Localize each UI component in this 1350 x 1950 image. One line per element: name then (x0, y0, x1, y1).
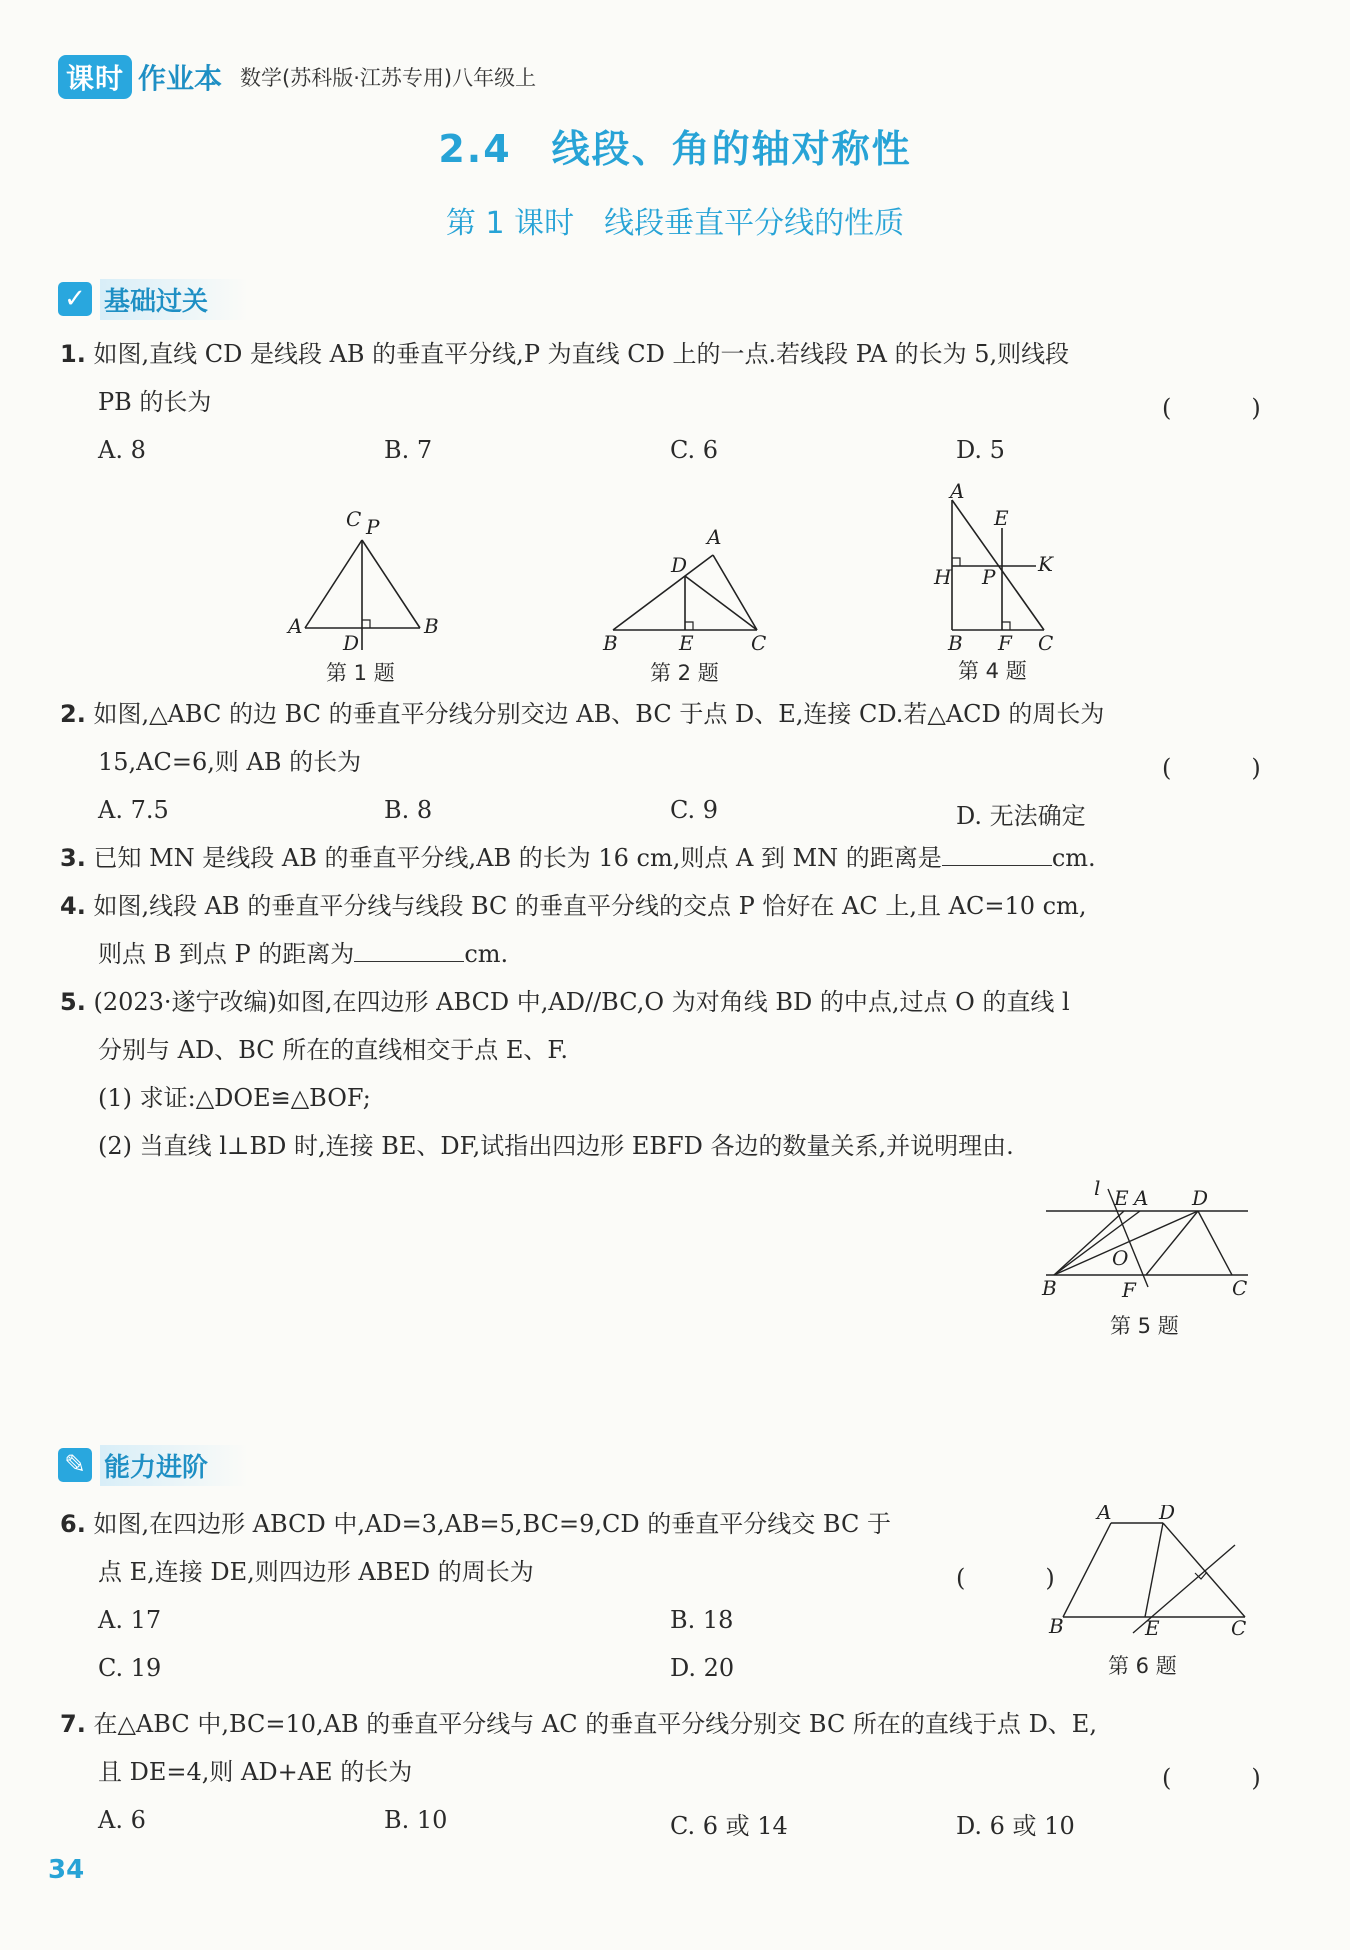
question-text: (2023·遂宁改编)如图,在四边形 ABCD 中,AD//BC,O 为对角线 BD 的中点,过点 O 的直线 l (93, 988, 1070, 1016)
figure-4 (930, 480, 1070, 655)
question-text: 则点 B 到点 P 的距离为 (98, 940, 355, 968)
checkbox-icon: ✓ (58, 282, 92, 316)
book-header (58, 55, 536, 99)
fig4-label-e: E (994, 506, 1009, 530)
fig6-label-a: A (1097, 1505, 1112, 1524)
pencil-icon: ✎ (58, 1448, 92, 1482)
figure-2 (595, 520, 775, 655)
fig5-label-c: C (1232, 1276, 1248, 1300)
question-5-part1: (1) 求证:△DOE≌△BOF; (98, 1084, 371, 1112)
answer-blank[interactable] (942, 843, 1052, 866)
question-unit: cm. (464, 940, 509, 968)
option-b: B. 7 (384, 436, 433, 464)
answer-paren: ( ) (1162, 1764, 1289, 1792)
question-7-line2: 且 DE=4,则 AD+AE 的长为 (98, 1758, 413, 1786)
option-c: C. 19 (98, 1654, 162, 1682)
fig1-label-b: B (424, 614, 439, 638)
question-6-line2: 点 E,连接 DE,则四边形 ABED 的周长为 (98, 1558, 534, 1586)
answer-paren: ( ) (1162, 754, 1289, 782)
fig1-label-a: A (288, 614, 303, 638)
fig4-label-h: H (934, 565, 952, 589)
option-b: B. 8 (384, 796, 433, 824)
option-a: A. 7.5 (98, 796, 169, 824)
section-tag-basic (58, 278, 248, 320)
question-1-line2: PB 的长为 (98, 388, 212, 416)
question-text: 在△ABC 中,BC=10,AB 的垂直平分线与 AC 的垂直平分线分别交 BC 所在的直线于点 D、E, (93, 1710, 1097, 1738)
book-logo-text: 作业本 (138, 62, 223, 95)
fig6-label-e: E (1145, 1616, 1160, 1640)
question-1 (60, 330, 1260, 378)
question-number: 4. (60, 892, 86, 920)
section-tag-label: 基础过关 (100, 279, 248, 320)
fig2-caption: 第 2 题 (650, 661, 719, 685)
fig4-label-k: K (1038, 552, 1053, 576)
question-number: 5. (60, 988, 86, 1016)
question-6 (60, 1500, 1060, 1548)
page-number: 34 (48, 1855, 85, 1885)
question-3 (60, 834, 1280, 882)
question-text: 如图,线段 AB 的垂直平分线与线段 BC 的垂直平分线的交点 P 恰好在 AC 上,且 AC=10 cm, (93, 892, 1087, 920)
question-2-line2: 15,AC=6,则 AB 的长为 (98, 748, 362, 776)
fig2-label-b: B (603, 631, 618, 655)
fig5-label-l: l (1094, 1176, 1101, 1200)
fig6-caption: 第 6 题 (1108, 1654, 1177, 1678)
option-a: A. 6 (98, 1806, 146, 1834)
fig6-label-c: C (1231, 1616, 1247, 1640)
fig1-caption: 第 1 题 (326, 661, 395, 685)
question-unit: cm. (1051, 844, 1096, 872)
fig5-label-o: O (1112, 1246, 1129, 1270)
fig4-label-c: C (1038, 631, 1054, 655)
question-text: 如图,在四边形 ABCD 中,AD=3,AB=5,BC=9,CD 的垂直平分线交 BC 于 (93, 1510, 891, 1538)
answer-paren: ( ) (1162, 394, 1289, 422)
option-d: D. 20 (670, 1654, 735, 1682)
option-a: A. 17 (98, 1606, 162, 1634)
figure-5 (1038, 1175, 1253, 1305)
fig4-caption: 第 4 题 (958, 659, 1027, 683)
option-c: C. 9 (670, 796, 719, 824)
fig5-caption: 第 5 题 (1110, 1314, 1179, 1338)
fig5-label-f: F (1122, 1278, 1136, 1302)
fig1-label-d: D (343, 631, 360, 655)
answer-blank[interactable] (354, 939, 464, 962)
question-number: 3. (60, 844, 86, 872)
question-text: 如图,△ABC 的边 BC 的垂直平分线分别交边 AB、BC 于点 D、E,连接 CD.若△ACD 的周长为 (93, 700, 1105, 728)
figure-6 (1045, 1505, 1255, 1645)
question-5 (60, 978, 1280, 1026)
fig5-label-d: D (1192, 1186, 1209, 1210)
option-d: D. 6 或 10 (956, 1812, 1075, 1840)
question-number: 6. (60, 1510, 86, 1538)
fig2-label-e: E (679, 631, 694, 655)
question-number: 7. (60, 1710, 86, 1738)
question-text: 已知 MN 是线段 AB 的垂直平分线,AB 的长为 16 cm,则点 A 到 MN 的距离是 (93, 844, 942, 872)
section-tag-advanced (58, 1444, 248, 1486)
question-7 (60, 1700, 1280, 1748)
fig2-label-d: D (671, 553, 688, 577)
option-a: A. 8 (98, 436, 146, 464)
option-b: B. 10 (384, 1806, 448, 1834)
fig1-label-c: C (346, 507, 362, 531)
option-b: B. 18 (670, 1606, 734, 1634)
fig4-label-a: A (950, 480, 965, 503)
question-5-part2: (2) 当直线 l⊥BD 时,连接 BE、DF,试指出四边形 EBFD 各边的数量关系,并说明理由. (98, 1132, 1014, 1160)
fig5-label-a: A (1134, 1186, 1149, 1210)
question-4-line2 (98, 930, 508, 978)
fig4-label-p: P (982, 565, 996, 589)
fig4-label-f: F (998, 631, 1012, 655)
fig2-label-c: C (751, 631, 767, 655)
fig6-label-b: B (1049, 1614, 1064, 1638)
option-d: D. 5 (956, 436, 1005, 464)
question-5-line2: 分别与 AD、BC 所在的直线相交于点 E、F. (98, 1036, 568, 1064)
option-c: C. 6 或 14 (670, 1812, 788, 1840)
question-number: 2. (60, 700, 86, 728)
figure-1 (280, 500, 460, 660)
question-2 (60, 690, 1260, 738)
section-tag-label: 能力进阶 (100, 1445, 248, 1486)
answer-paren: ( ) (956, 1564, 1083, 1592)
section-title: 2.4 线段、角的轴对称性 (438, 127, 912, 171)
fig5-label-b: B (1042, 1276, 1057, 1300)
option-d: D. 无法确定 (956, 802, 1086, 830)
fig4-label-b: B (948, 631, 963, 655)
lesson-title: 第 1 课时 线段垂直平分线的性质 (445, 206, 905, 241)
fig5-label-e: E (1114, 1186, 1129, 1210)
fig6-label-d: D (1159, 1505, 1176, 1524)
fig2-label-a: A (707, 525, 722, 549)
book-info: 数学(苏科版·江苏专用)八年级上 (240, 66, 537, 90)
option-c: C. 6 (670, 436, 719, 464)
book-logo: 课时 (58, 55, 132, 99)
question-number: 1. (60, 340, 86, 368)
question-text: 如图,直线 CD 是线段 AB 的垂直平分线,P 为直线 CD 上的一点.若线段 PA 的长为 5,则线段 (93, 340, 1070, 368)
fig1-label-p: P (366, 515, 380, 539)
question-4 (60, 882, 1280, 930)
